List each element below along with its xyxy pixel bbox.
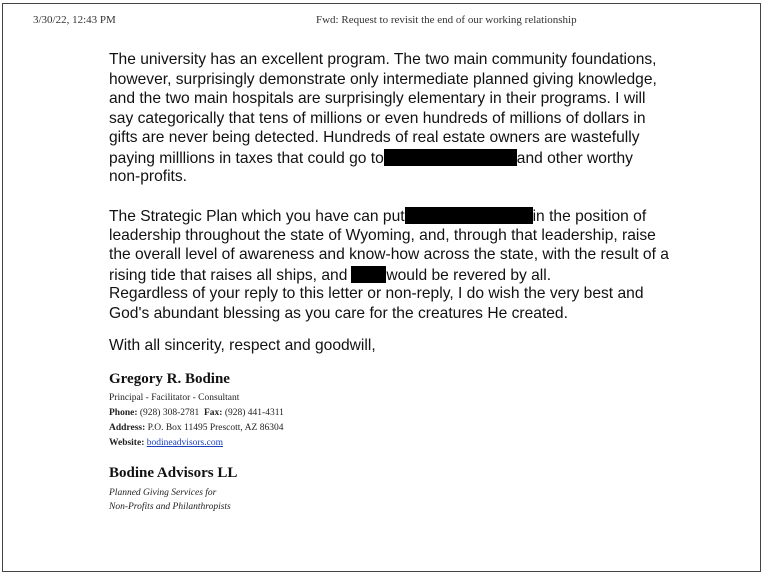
- website-label: Website:: [109, 438, 145, 448]
- paragraph2-line: leadership throughout the state of Wyoming, and, through that leadership, raise: [109, 227, 656, 244]
- signature-website: [109, 438, 223, 448]
- paragraph2-line4-before: rising tide that raises all ships, and: [109, 267, 348, 284]
- paragraph1-line: The university has an excellent program. The two main community foundations,: [109, 51, 657, 68]
- paragraph2-line4-after: would be revered by all.: [386, 267, 552, 284]
- fax-number: (928) 441-4311: [224, 408, 284, 418]
- paragraph1-line: [109, 149, 633, 168]
- paragraph2-line: [109, 266, 551, 285]
- redaction-box: [384, 149, 517, 166]
- paragraph1-line6-after: and other worthy: [516, 150, 633, 167]
- paragraph3-line: Regardless of your reply to this letter or non-reply, I do wish the very best and: [109, 285, 644, 302]
- paragraph1-line: and the two main hospitals are surprisingly elementary in their programs. I will: [109, 90, 646, 107]
- paragraph1-line: non-profits.: [109, 168, 188, 185]
- signature-name: Gregory R. Bodine: [109, 371, 230, 387]
- paragraph1-line: however, surprisingly demonstrate only intermediate planned giving knowledge,: [109, 71, 657, 88]
- firm-tagline: Non-Profits and Philanthropists: [109, 502, 231, 512]
- header-subject: Fwd: Request to revisit the end of our working relationship: [316, 14, 577, 26]
- paragraph2-line1-before: The Strategic Plan which you have can put: [109, 208, 405, 225]
- firm-tagline: Planned Giving Services for: [109, 488, 217, 498]
- paragraph1-line: gifts are never being detected. Hundreds of real estate owners are wastefully: [109, 129, 640, 146]
- redaction-box: [351, 266, 386, 283]
- closing-line: With all sincerity, respect and goodwill,: [109, 337, 376, 354]
- address-value: P.O. Box 11495 Prescott, AZ 86304: [147, 423, 284, 433]
- website-link[interactable]: bodineadvisors.com: [146, 438, 223, 448]
- fax-label: Fax:: [204, 408, 223, 418]
- signature-address: [109, 423, 283, 433]
- paragraph2-line: [109, 207, 646, 226]
- redaction-box: [405, 207, 533, 224]
- firm-name: Bodine Advisors LL: [109, 465, 238, 481]
- paragraph1-line6-before: paying milllions in taxes that could go to: [109, 150, 384, 167]
- paragraph2-line: the overall level of awareness and know-how across the state, with the result of a: [109, 246, 669, 263]
- header-date: 3/30/22, 12:43 PM: [33, 14, 116, 26]
- paragraph1-line: say categorically that tens of millions or even hundreds of millions of dollars in: [109, 110, 646, 127]
- phone-label: Phone:: [109, 408, 138, 418]
- address-label: Address:: [109, 423, 146, 433]
- signature-phone-fax: [109, 408, 284, 418]
- phone-number: (928) 308-2781: [139, 408, 200, 418]
- paragraph2-line1-after: in the position of: [532, 208, 647, 225]
- paragraph3-line: God's abundant blessing as you care for the creatures He created.: [109, 305, 568, 322]
- signature-title: Principal - Facilitator - Consultant: [109, 393, 240, 403]
